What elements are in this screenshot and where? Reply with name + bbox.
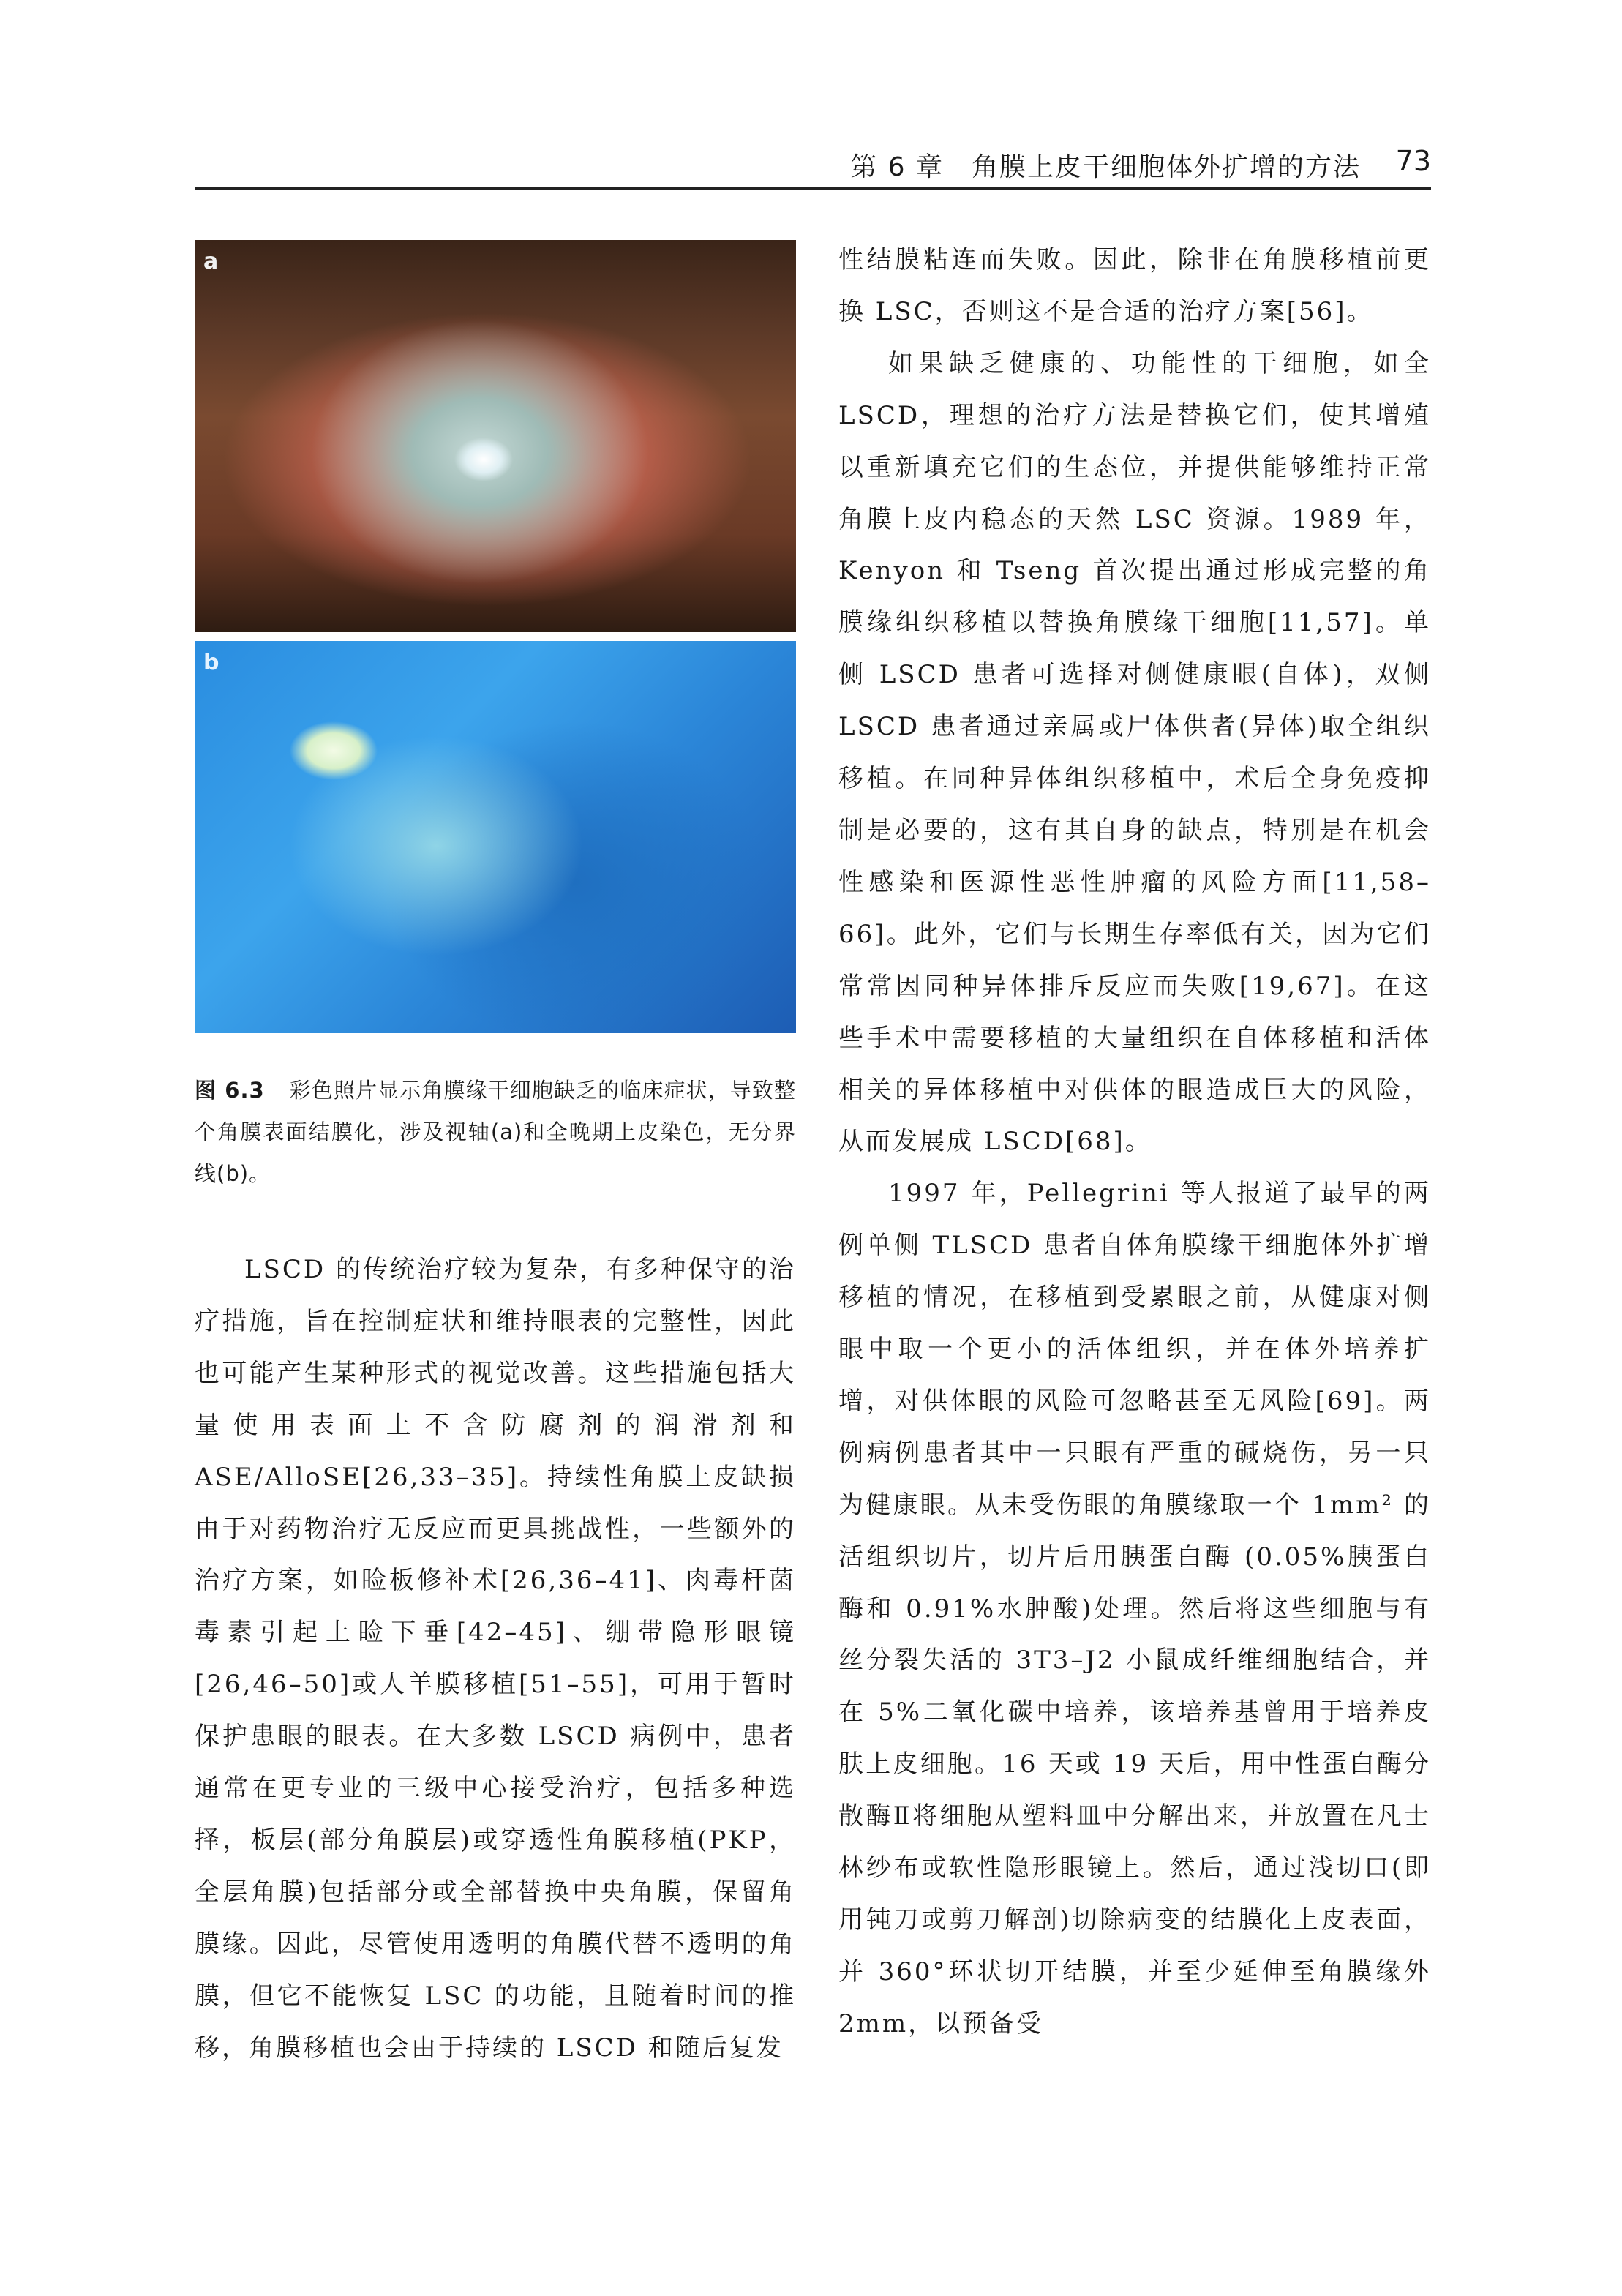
caption-text: 彩色照片显示角膜缘干细胞缺乏的临床症状，导致整个角膜表面结膜化，涉及视轴(a)和全晚期上皮染色，无分界线(b)。 — [195, 1078, 796, 1186]
right-text-column — [838, 234, 1431, 2050]
chapter-title: 第 6 章 角膜上皮干细胞体外扩增的方法 — [850, 152, 1361, 182]
left-text-column — [195, 1244, 796, 2074]
body-paragraph: LSCD 的传统治疗较为复杂，有多种保守的治疗措施，旨在控制症状和维持眼表的完整性，因此也可能产生某种形式的视觉改善。这些措施包括大量使用表面上不含防腐剂的润滑剂和 ASE/AlloSE[26,33–35]。持续性角膜上皮缺损由于对药物治疗无反应而更具挑战性，一些额外的治疗方案，如睑板修补术[26,36–41]、肉毒杆菌毒素引起上睑下垂[42–45]、绷带隐形眼镜[26,46–50]或人羊膜移植[51–55]，可用于暂时保护患眼的眼表。在大多数 LSCD 病例中，患者通常在更专业的三级中心接受治疗，包括多种选择，板层(部分角膜层)或穿透性角膜移植(PKP，全层角膜)包括部分或全部替换中央角膜，保留角膜缘。因此，尽管使用透明的角膜代替不透明的角膜，但它不能恢复 LSC 的功能，且随着时间的推移，角膜移植也会由于持续的 LSCD 和随后复发 — [195, 1255, 796, 2063]
fluorescein-photo-panel-b — [195, 641, 796, 1033]
eye-photo-panel-a — [195, 240, 796, 632]
body-paragraph: 性结膜粘连而失败。因此，除非在角膜移植前更换 LSC，否则这不是合适的治疗方案[56]。 — [838, 245, 1431, 326]
caption-label: 图 6.3 — [195, 1078, 265, 1103]
running-header — [195, 143, 1431, 190]
panel-b-label: b — [203, 650, 219, 675]
page-number: 73 — [1395, 145, 1431, 177]
figure-caption — [195, 1070, 796, 1195]
panel-a-label: a — [203, 249, 219, 274]
body-paragraph: 如果缺乏健康的、功能性的干细胞，如全 LSCD，理想的治疗方法是替换它们，使其增殖以重新填充它们的生态位，并提供能够维持正常角膜上皮内稳态的天然 LSC 资源。1989 年，Kenyon 和 Tseng 首次提出通过形成完整的角膜缘组织移植以替换角膜缘干细胞[11,57]。单侧 LSCD 患者可选择对侧健康眼(自体)，双侧 LSCD 患者通过亲属或尸体供者(异体)取全组织移植。在同种异体组织移植中，术后全身免疫抑制是必要的，这有其自身的缺点，特别是在机会性感染和医源性恶性肿瘤的风险方面[11,58–66]。此外，它们与长期生存率低有关，因为它们常常因同种异体排斥反应而失败[19,67]。在这些手术中需要移植的大量组织在自体移植和活体相关的异体移植中对供体的眼造成巨大的风险，从而发展成 LSCD[68]。 — [838, 348, 1431, 1157]
body-paragraph: 1997 年，Pellegrini 等人报道了最早的两例单侧 TLSCD 患者自体角膜缘干细胞体外扩增移植的情况，在移植到受累眼之前，从健康对侧眼中取一个更小的活体组织，并在体外培养扩增，对供体眼的风险可忽略甚至无风险[69]。两例病例患者其中一只眼有严重的碱烧伤，另一只为健康眼。从未受伤眼的角膜缘取一个 1mm² 的活组织切片，切片后用胰蛋白酶 (0.05%胰蛋白酶和 0.91%水肿酸)处理。然后将这些细胞与有丝分裂失活的 3T3–J2 小鼠成纤维细胞结合，并在 5%二氧化碳中培养，该培养基曾用于培养皮肤上皮细胞。16 天或 19 天后，用中性蛋白酶分散酶Ⅱ将细胞从塑料皿中分解出来，并放置在凡士林纱布或软性隐形眼镜上。然后，通过浅切口(即用钝刀或剪刀解剖)切除病变的结膜化上皮表面，并 360°环状切开结膜，并至少延伸至角膜缘外 2mm，以预备受 — [838, 1179, 1431, 2038]
figure-6-3 — [195, 240, 796, 1033]
